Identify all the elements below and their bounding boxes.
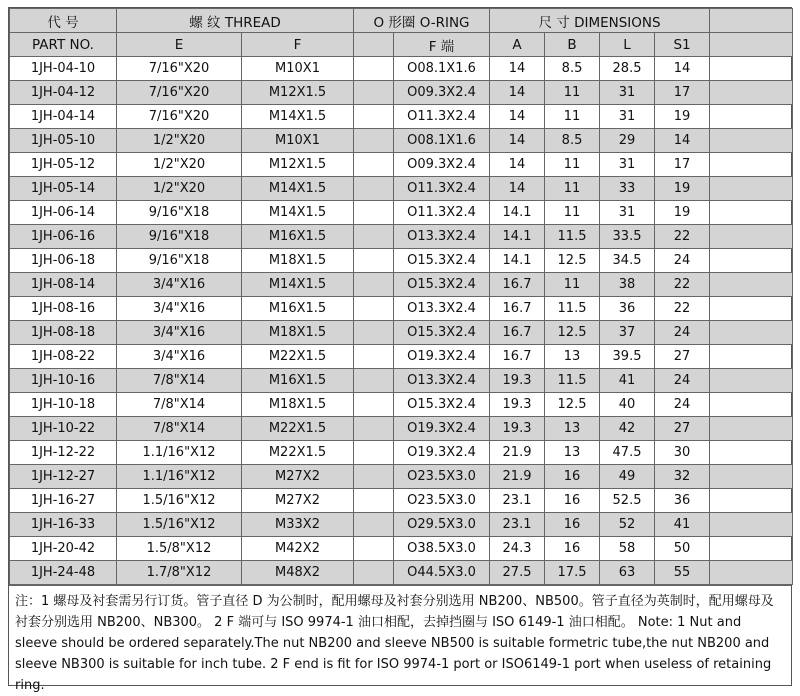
cell-oring-f-end: O13.3X2.4 <box>394 225 490 249</box>
cell-dim-s1: 22 <box>655 225 710 249</box>
cell-thread-f: M18X1.5 <box>242 249 354 273</box>
cell-part-no: 1JH-04-12 <box>10 81 117 105</box>
cell-dim-b: 11 <box>545 177 600 201</box>
cell-dim-l: 28.5 <box>600 57 655 81</box>
cell-dim-a: 27.5 <box>490 561 545 585</box>
cell-thread-e: 9/16"X18 <box>117 225 242 249</box>
cell-dim-b: 11 <box>545 105 600 129</box>
cell-oring-f-end: O44.5X3.0 <box>394 561 490 585</box>
cell-part-no: 1JH-08-22 <box>10 345 117 369</box>
cell-thread-e: 7/8"X14 <box>117 369 242 393</box>
cell-dim-s1: 19 <box>655 177 710 201</box>
cell-dim-s1: 36 <box>655 489 710 513</box>
table-row <box>10 441 793 465</box>
header-blank <box>710 9 793 33</box>
cell-oring-blank <box>354 369 394 393</box>
cell-thread-e: 7/16"X20 <box>117 105 242 129</box>
cell-oring-f-end: O19.3X2.4 <box>394 417 490 441</box>
cell-thread-e: 1/2"X20 <box>117 129 242 153</box>
table-row <box>10 249 793 273</box>
cell-dim-l: 36 <box>600 297 655 321</box>
cell-thread-f: M14X1.5 <box>242 105 354 129</box>
cell-part-no: 1JH-06-18 <box>10 249 117 273</box>
cell-part-no: 1JH-04-10 <box>10 57 117 81</box>
cell-blank <box>710 201 793 225</box>
cell-oring-blank <box>354 249 394 273</box>
cell-dim-l: 33 <box>600 177 655 201</box>
cell-oring-blank <box>354 81 394 105</box>
notes <box>9 585 791 693</box>
cell-oring-f-end: O19.3X2.4 <box>394 345 490 369</box>
cell-dim-s1: 32 <box>655 465 710 489</box>
header-dimensions: 尺 寸 DIMENSIONS <box>490 9 710 33</box>
cell-part-no: 1JH-10-18 <box>10 393 117 417</box>
cell-thread-f: M14X1.5 <box>242 201 354 225</box>
cell-dim-s1: 27 <box>655 345 710 369</box>
cell-blank <box>710 537 793 561</box>
cell-dim-a: 19.3 <box>490 369 545 393</box>
cell-oring-f-end: O19.3X2.4 <box>394 441 490 465</box>
table-row <box>10 417 793 441</box>
cell-dim-b: 11 <box>545 201 600 225</box>
cell-thread-e: 3/4"X16 <box>117 297 242 321</box>
table-row <box>10 561 793 585</box>
cell-thread-f: M12X1.5 <box>242 153 354 177</box>
cell-dim-b: 17.5 <box>545 561 600 585</box>
cell-blank <box>710 441 793 465</box>
cell-thread-f: M27X2 <box>242 489 354 513</box>
cell-oring-f-end: O15.3X2.4 <box>394 273 490 297</box>
cell-part-no: 1JH-08-14 <box>10 273 117 297</box>
cell-dim-a: 24.3 <box>490 537 545 561</box>
cell-dim-b: 12.5 <box>545 321 600 345</box>
cell-dim-b: 13 <box>545 345 600 369</box>
cell-oring-f-end: O09.3X2.4 <box>394 153 490 177</box>
cell-dim-s1: 14 <box>655 129 710 153</box>
cell-thread-f: M42X2 <box>242 537 354 561</box>
cell-dim-l: 63 <box>600 561 655 585</box>
header-f-end: F 端 <box>394 33 490 57</box>
cell-dim-b: 12.5 <box>545 393 600 417</box>
cell-dim-l: 31 <box>600 81 655 105</box>
cell-dim-l: 58 <box>600 537 655 561</box>
header-row-2 <box>10 33 793 57</box>
cell-oring-f-end: O09.3X2.4 <box>394 81 490 105</box>
cell-thread-f: M18X1.5 <box>242 321 354 345</box>
table-row <box>10 537 793 561</box>
cell-oring-f-end: O23.5X3.0 <box>394 465 490 489</box>
cell-dim-l: 52.5 <box>600 489 655 513</box>
table-row <box>10 273 793 297</box>
cell-dim-s1: 17 <box>655 81 710 105</box>
cell-part-no: 1JH-05-12 <box>10 153 117 177</box>
cell-oring-f-end: O29.5X3.0 <box>394 513 490 537</box>
cell-dim-a: 21.9 <box>490 441 545 465</box>
cell-dim-s1: 30 <box>655 441 710 465</box>
cell-dim-b: 11 <box>545 153 600 177</box>
cell-part-no: 1JH-08-16 <box>10 297 117 321</box>
cell-dim-b: 11.5 <box>545 225 600 249</box>
cell-blank <box>710 57 793 81</box>
table-body <box>10 57 793 585</box>
cell-oring-blank <box>354 489 394 513</box>
cell-part-no: 1JH-20-42 <box>10 537 117 561</box>
table-row <box>10 129 793 153</box>
cell-dim-a: 14.1 <box>490 225 545 249</box>
cell-oring-blank <box>354 417 394 441</box>
cell-oring-f-end: O38.5X3.0 <box>394 537 490 561</box>
cell-part-no: 1JH-16-27 <box>10 489 117 513</box>
cell-thread-e: 1.5/16"X12 <box>117 513 242 537</box>
header-blank-end <box>710 33 793 57</box>
notes-en: Note: 1 Nut and sleeve should be ordered separately.The nut NB200 and sleeve NB500 is suitable formetric tube,the nut NB200 and sleeve NB300 is suitable for inch tube. 2 F end is fit for ISO 9974-1 port or ISO6149-1 port when useless of retaining ring. <box>15 615 772 693</box>
cell-dim-b: 11 <box>545 273 600 297</box>
header-part-no: PART NO. <box>10 33 117 57</box>
header-thread: 螺 纹 THREAD <box>117 9 354 33</box>
cell-thread-e: 1.5/8"X12 <box>117 537 242 561</box>
cell-oring-f-end: O11.3X2.4 <box>394 177 490 201</box>
cell-dim-b: 16 <box>545 537 600 561</box>
cell-blank <box>710 489 793 513</box>
header-l: L <box>600 33 655 57</box>
cell-dim-a: 14 <box>490 105 545 129</box>
cell-thread-e: 9/16"X18 <box>117 201 242 225</box>
table-row <box>10 297 793 321</box>
cell-dim-a: 14 <box>490 81 545 105</box>
cell-thread-e: 1/2"X20 <box>117 177 242 201</box>
cell-dim-l: 31 <box>600 201 655 225</box>
cell-dim-a: 16.7 <box>490 273 545 297</box>
cell-part-no: 1JH-12-22 <box>10 441 117 465</box>
table-row <box>10 153 793 177</box>
table-row <box>10 465 793 489</box>
cell-dim-s1: 24 <box>655 369 710 393</box>
cell-dim-a: 23.1 <box>490 513 545 537</box>
cell-oring-blank <box>354 57 394 81</box>
cell-dim-b: 11.5 <box>545 369 600 393</box>
cell-thread-f: M27X2 <box>242 465 354 489</box>
cell-dim-l: 52 <box>600 513 655 537</box>
cell-thread-e: 7/8"X14 <box>117 393 242 417</box>
cell-thread-e: 7/16"X20 <box>117 81 242 105</box>
cell-dim-a: 19.3 <box>490 417 545 441</box>
cell-part-no: 1JH-04-14 <box>10 105 117 129</box>
cell-dim-l: 33.5 <box>600 225 655 249</box>
cell-thread-e: 7/16"X20 <box>117 57 242 81</box>
header-oring: O 形圈 O-RING <box>354 9 490 33</box>
cell-thread-f: M22X1.5 <box>242 417 354 441</box>
cell-blank <box>710 345 793 369</box>
cell-blank <box>710 129 793 153</box>
cell-dim-s1: 14 <box>655 57 710 81</box>
cell-thread-f: M10X1 <box>242 57 354 81</box>
cell-thread-f: M10X1 <box>242 129 354 153</box>
cell-dim-l: 34.5 <box>600 249 655 273</box>
cell-thread-f: M33X2 <box>242 513 354 537</box>
cell-thread-e: 3/4"X16 <box>117 321 242 345</box>
cell-dim-b: 16 <box>545 489 600 513</box>
cell-thread-f: M16X1.5 <box>242 297 354 321</box>
cell-oring-blank <box>354 537 394 561</box>
cell-oring-blank <box>354 105 394 129</box>
cell-part-no: 1JH-06-16 <box>10 225 117 249</box>
cell-dim-a: 16.7 <box>490 345 545 369</box>
cell-thread-f: M14X1.5 <box>242 177 354 201</box>
cell-thread-f: M22X1.5 <box>242 345 354 369</box>
cell-dim-a: 19.3 <box>490 393 545 417</box>
cell-blank <box>710 273 793 297</box>
cell-dim-b: 16 <box>545 513 600 537</box>
cell-thread-f: M12X1.5 <box>242 81 354 105</box>
cell-dim-s1: 24 <box>655 249 710 273</box>
cell-oring-f-end: O15.3X2.4 <box>394 321 490 345</box>
cell-oring-f-end: O13.3X2.4 <box>394 297 490 321</box>
dimension-table <box>9 8 793 585</box>
cell-dim-a: 14.1 <box>490 201 545 225</box>
cell-thread-e: 1.7/8"X12 <box>117 561 242 585</box>
cell-oring-blank <box>354 225 394 249</box>
cell-part-no: 1JH-12-27 <box>10 465 117 489</box>
cell-oring-f-end: O13.3X2.4 <box>394 369 490 393</box>
cell-part-no: 1JH-10-22 <box>10 417 117 441</box>
cell-dim-b: 8.5 <box>545 129 600 153</box>
table-row <box>10 321 793 345</box>
cell-thread-e: 1.1/16"X12 <box>117 441 242 465</box>
table-row <box>10 345 793 369</box>
cell-blank <box>710 393 793 417</box>
cell-oring-blank <box>354 321 394 345</box>
cell-blank <box>710 297 793 321</box>
cell-dim-s1: 24 <box>655 393 710 417</box>
cell-thread-e: 1.1/16"X12 <box>117 465 242 489</box>
cell-part-no: 1JH-06-14 <box>10 201 117 225</box>
table-row <box>10 57 793 81</box>
table-row <box>10 81 793 105</box>
cell-dim-a: 14 <box>490 177 545 201</box>
cell-dim-s1: 22 <box>655 273 710 297</box>
header-blank-oring <box>354 33 394 57</box>
cell-thread-e: 3/4"X16 <box>117 273 242 297</box>
cell-dim-s1: 55 <box>655 561 710 585</box>
table-row <box>10 393 793 417</box>
cell-dim-a: 16.7 <box>490 321 545 345</box>
cell-oring-blank <box>354 297 394 321</box>
cell-part-no: 1JH-05-14 <box>10 177 117 201</box>
header-code: 代 号 <box>10 9 117 33</box>
cell-thread-f: M18X1.5 <box>242 393 354 417</box>
cell-dim-a: 14 <box>490 57 545 81</box>
cell-thread-f: M14X1.5 <box>242 273 354 297</box>
cell-oring-f-end: O15.3X2.4 <box>394 249 490 273</box>
cell-dim-l: 40 <box>600 393 655 417</box>
cell-oring-blank <box>354 465 394 489</box>
header-row-1 <box>10 9 793 33</box>
header-f: F <box>242 33 354 57</box>
cell-blank <box>710 513 793 537</box>
cell-oring-f-end: O08.1X1.6 <box>394 57 490 81</box>
cell-oring-blank <box>354 345 394 369</box>
cell-thread-f: M48X2 <box>242 561 354 585</box>
cell-dim-l: 47.5 <box>600 441 655 465</box>
table-row <box>10 177 793 201</box>
spec-sheet <box>8 7 792 693</box>
cell-blank <box>710 105 793 129</box>
cell-dim-s1: 41 <box>655 513 710 537</box>
cell-part-no: 1JH-08-18 <box>10 321 117 345</box>
cell-dim-l: 31 <box>600 105 655 129</box>
cell-dim-a: 14 <box>490 129 545 153</box>
cell-oring-blank <box>354 129 394 153</box>
cell-blank <box>710 177 793 201</box>
cell-dim-s1: 24 <box>655 321 710 345</box>
notes-cn: 注：1 螺母及衬套需另行订货。管子直径 D 为公制时，配用螺母及衬套分别选用 NB200、NB500。管子直径为英制时，配用螺母及衬套分别选用 NB200、NB300。 2 F 端可与 ISO 9974-1 油口相配，去掉挡圈与 ISO 6149-1 油口相配。 <box>15 594 774 630</box>
cell-dim-b: 13 <box>545 441 600 465</box>
cell-thread-e: 7/8"X14 <box>117 417 242 441</box>
cell-oring-f-end: O15.3X2.4 <box>394 393 490 417</box>
cell-oring-blank <box>354 561 394 585</box>
cell-blank <box>710 465 793 489</box>
header-b: B <box>545 33 600 57</box>
table-row <box>10 489 793 513</box>
cell-dim-a: 16.7 <box>490 297 545 321</box>
cell-dim-s1: 27 <box>655 417 710 441</box>
cell-oring-f-end: O11.3X2.4 <box>394 105 490 129</box>
cell-blank <box>710 81 793 105</box>
cell-dim-a: 14.1 <box>490 249 545 273</box>
cell-dim-l: 49 <box>600 465 655 489</box>
cell-dim-l: 41 <box>600 369 655 393</box>
header-s1: S1 <box>655 33 710 57</box>
cell-dim-s1: 22 <box>655 297 710 321</box>
cell-thread-f: M22X1.5 <box>242 441 354 465</box>
cell-thread-e: 9/16"X18 <box>117 249 242 273</box>
cell-dim-l: 31 <box>600 153 655 177</box>
table-row <box>10 369 793 393</box>
cell-part-no: 1JH-10-16 <box>10 369 117 393</box>
cell-dim-s1: 19 <box>655 201 710 225</box>
cell-dim-s1: 19 <box>655 105 710 129</box>
header-e: E <box>117 33 242 57</box>
cell-dim-b: 12.5 <box>545 249 600 273</box>
cell-dim-b: 16 <box>545 465 600 489</box>
cell-part-no: 1JH-05-10 <box>10 129 117 153</box>
cell-oring-blank <box>354 393 394 417</box>
cell-oring-blank <box>354 153 394 177</box>
table-row <box>10 225 793 249</box>
cell-blank <box>710 561 793 585</box>
cell-blank <box>710 369 793 393</box>
cell-dim-l: 29 <box>600 129 655 153</box>
cell-part-no: 1JH-24-48 <box>10 561 117 585</box>
cell-dim-l: 37 <box>600 321 655 345</box>
cell-blank <box>710 225 793 249</box>
cell-dim-b: 13 <box>545 417 600 441</box>
cell-oring-blank <box>354 201 394 225</box>
cell-thread-f: M16X1.5 <box>242 225 354 249</box>
cell-oring-blank <box>354 177 394 201</box>
cell-thread-f: M16X1.5 <box>242 369 354 393</box>
table-row <box>10 201 793 225</box>
cell-dim-b: 11 <box>545 81 600 105</box>
cell-oring-blank <box>354 273 394 297</box>
cell-blank <box>710 249 793 273</box>
cell-dim-a: 23.1 <box>490 489 545 513</box>
table-row <box>10 105 793 129</box>
cell-blank <box>710 321 793 345</box>
table-row <box>10 513 793 537</box>
cell-oring-f-end: O08.1X1.6 <box>394 129 490 153</box>
cell-dim-l: 42 <box>600 417 655 441</box>
header-a: A <box>490 33 545 57</box>
cell-oring-f-end: O11.3X2.4 <box>394 201 490 225</box>
cell-blank <box>710 417 793 441</box>
cell-dim-s1: 50 <box>655 537 710 561</box>
cell-dim-l: 38 <box>600 273 655 297</box>
cell-dim-s1: 17 <box>655 153 710 177</box>
cell-oring-blank <box>354 441 394 465</box>
cell-part-no: 1JH-16-33 <box>10 513 117 537</box>
cell-dim-b: 8.5 <box>545 57 600 81</box>
cell-oring-blank <box>354 513 394 537</box>
cell-dim-a: 14 <box>490 153 545 177</box>
cell-dim-b: 11.5 <box>545 297 600 321</box>
cell-dim-a: 21.9 <box>490 465 545 489</box>
cell-dim-l: 39.5 <box>600 345 655 369</box>
cell-thread-e: 3/4"X16 <box>117 345 242 369</box>
cell-thread-e: 1.5/16"X12 <box>117 489 242 513</box>
cell-thread-e: 1/2"X20 <box>117 153 242 177</box>
cell-oring-f-end: O23.5X3.0 <box>394 489 490 513</box>
cell-blank <box>710 153 793 177</box>
